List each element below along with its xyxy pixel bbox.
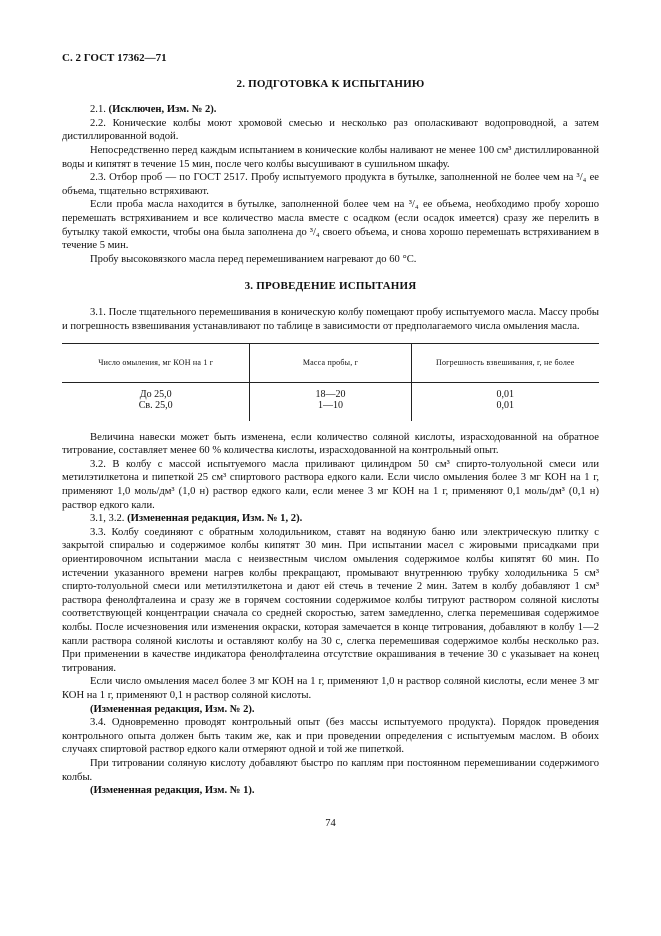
paragraph-3-1b: Величина навески может быть изменена, если количество соляной кислоты, израсходованной на обратное титрование, составляет менее 60 % количества кислоты, израсходованной на контрольный опыт. xyxy=(62,431,599,457)
sample-mass-table xyxy=(62,343,599,421)
paragraph-3-4b: При титровании соляную кислоту добавляют быстро по каплям при постоянном перемешивании содержимого колбы. xyxy=(62,757,599,783)
amendment-note-3: (Измененная редакция, Изм. № 1). xyxy=(90,785,255,797)
paragraph-2-2: 2.2. Конические колбы моют хромовой смесью и несколько раз ополаскивают водопроводной, а затем дистиллированной водой. xyxy=(62,117,599,143)
paragraph-2-3b: Если проба масла находится в бутылке, заполненной более чем на ³/₄ ее объема, необходимо пробу хорошо перемешать встряхиванием и все количество масла вместе с осадком (если осадок имеется) сразу же перелить в бутылку такой емкости, чтобы она была заполнена до ³/₄ своего объема, и снова хорошо перемешать встряхиванием в течение 5 мин. xyxy=(62,199,599,252)
table-header-mass: Масса пробы, г xyxy=(250,344,411,383)
paragraph-2-3c: Пробу высоковязкого масла перед перемешиванием нагревают до 60 °С. xyxy=(90,253,417,265)
paragraph-3-2: 3.2. В колбу с массой испытуемого масла приливают цилиндром 50 см³ спирто-толуольной смеси или метилэтилкетона и пипеткой 25 см³ спиртового раствора едкого кали. Если число омыления более 3 мг КОН на 1 г, применяют 1,0 моль/дм³ (1,0 н) раствор едкого кали, если менее 3 мг КОН на 1 г, применяют 0,1 моль/дм³ (0,1 н) раствор едкого кали. xyxy=(62,458,599,511)
section-2-title: 2. ПОДГОТОВКА К ИСПЫТАНИЮ xyxy=(236,77,425,90)
table-row: До 25,0 18—20 0,01 xyxy=(62,382,599,400)
section-3-title: 3. ПРОВЕДЕНИЕ ИСПЫТАНИЯ xyxy=(244,280,417,293)
page-number: 74 xyxy=(325,818,336,829)
running-header: С. 2 ГОСТ 17362—71 xyxy=(62,52,167,64)
table-header-error: Погрешность взвешивания, г, не более xyxy=(411,344,599,383)
table-row: Св. 25,0 1—10 0,01 xyxy=(62,400,599,421)
paragraph-2-2b: Непосредственно перед каждым испытанием в конические колбы наливают не менее 100 см³ дистиллированной воды и кипятят в течение 15 мин, после чего колбы высушивают в сушильном шкафу. xyxy=(62,144,599,170)
document-page xyxy=(62,52,599,798)
paragraph-2-3: 2.3. Отбор проб — по ГОСТ 2517. Пробу испытуемого продукта в бутылке, заполненной не более чем на ³/₄ ее объема, тщательно встряхивают. xyxy=(62,172,599,197)
table-header-saponification: Число омыления, мг КОН на 1 г xyxy=(62,344,250,383)
paragraph-3-3: 3.3. Колбу соединяют с обратным холодильником, ставят на водяную баню или электрическую плитку с закрытой спиралью и содержимое колбы кипятят 30 мин. При испытании масел с жировыми присадками при ориентировочном испытании масла с неизвестным числом омыления содержимое колбы кипятят 60 мин. По истечении указанного времени нагрев колбы прекращают, промывают внутреннюю трубку холодильника 5 см³ спирто-толуольной смеси или метилэтилкетона и дают ей стечь в течение 2 мин. Затем в колбу добавляют 1 см³ раствора фенолфталеина и сразу же в горячем состоянии содержимое колбы титруют раствором соляной кислоты соответствующей концентрации сначала со средней скоростью, затем замедленно, слегка перемешивая содержимое колбы. После исчезновения или изменения окраски, которая замечается в конце титрования, добавляют в колбу 1—2 капли раствора соляной кислоты и оставляют колбу на 30 с, слегка перемешивая содержимое колбы несколько раз. При применении в качестве индикатора фенолфталеина отсутствие окрашивания в течение 30 с указывает на конец титрования. xyxy=(62,526,599,674)
amendment-note-1: 3.1, 3.2. (Измененная редакция, Изм. № 1, 2). xyxy=(90,513,303,525)
paragraph-3-3b: Если число омыления масел более 3 мг КОН на 1 г, применяют 1,0 н раствор соляной кислоты, если менее 3 мг КОН на 1 г, применяют 0,1 н раствор соляной кислоты. xyxy=(62,676,599,701)
paragraph-3-1: 3.1. После тщательного перемешивания в коническую колбу помещают пробу испытуемого масла. Массу пробы и погрешность взвешивания устанавливают по таблице в зависимости от предполагаемого числа омыления масла. xyxy=(62,306,599,332)
paragraph-3-4: 3.4. Одновременно проводят контрольный опыт (без массы испытуемого продукта). Порядок проведения контрольного опыта должен быть таким же, как и при проведении определения с испытуемым маслом. В обоих случаях спиртовой раствор едкого кали отмеряют одной и той же пипеткой. xyxy=(62,717,599,756)
paragraph-2-1: 2.1. (Исключен, Изм. № 2). xyxy=(90,104,217,116)
amendment-note-2: (Измененная редакция, Изм. № 2). xyxy=(90,703,255,715)
